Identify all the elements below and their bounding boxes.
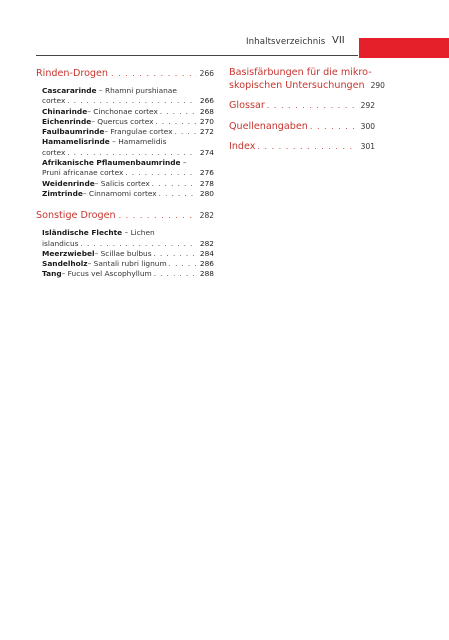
entry-line (42, 189, 214, 199)
section-title-row (229, 79, 385, 93)
entry-name: Hamamelisrinde (42, 137, 110, 147)
dot-leader (125, 168, 196, 178)
dot-leader (111, 67, 197, 80)
entry-line (42, 107, 214, 117)
entry-line (42, 158, 214, 168)
toc-entry (42, 127, 214, 137)
entry-latin-name: – Hamamelidis (109, 137, 167, 147)
section-title-row (229, 100, 375, 113)
toc-entry (42, 259, 214, 269)
dot-leader (154, 269, 196, 279)
section-title-row (229, 141, 375, 154)
entry-page-number: 270 (199, 116, 214, 126)
toc-section-heading (229, 141, 375, 154)
section-page-number: 292 (360, 101, 375, 110)
entry-line (42, 137, 214, 147)
entry-latin-name: – Quercus cortex (91, 116, 154, 126)
entry-latin-name: – Scillae bulbus (94, 248, 152, 258)
entry-latin-name: – (180, 158, 187, 168)
section-title: Rinden-Drogen (36, 68, 109, 79)
running-header-page-number: VII (332, 35, 345, 46)
toc-section-heading (36, 209, 214, 222)
dot-leader (81, 239, 196, 249)
entry-latin-name: cortex (42, 147, 66, 157)
dot-leader (154, 249, 196, 259)
entry-page-number: 276 (199, 168, 214, 178)
entry-line (42, 148, 214, 158)
entry-page-number: 278 (199, 178, 214, 188)
toc-left-column (36, 67, 214, 280)
section-title: Sonstige Drogen (36, 210, 116, 222)
entry-page-number: 268 (199, 106, 214, 116)
section-title: skopischen Untersuchungen (229, 79, 365, 91)
toc-entry (42, 179, 214, 189)
entry-page-number: 282 (199, 238, 214, 248)
entry-line (42, 96, 214, 106)
toc-section-heading (36, 67, 214, 80)
section-title: Glossar (229, 100, 265, 111)
toc-entry (42, 228, 214, 249)
entry-latin-name: – Fucus vel Ascophyllum (61, 269, 152, 279)
toc-section-heading (229, 100, 375, 113)
section-title: Basisfärbungen für die mikro- (229, 67, 372, 78)
entry-page-number: 280 (199, 188, 214, 198)
toc-entry (42, 189, 214, 199)
entry-name: Zimtrinde (42, 188, 83, 198)
entry-latin-name: – Rhamni purshianae (96, 86, 177, 95)
section-title-row (229, 121, 375, 134)
entry-name: Afrikanische Pflaumenbaumrinde (42, 158, 181, 168)
dot-leader (175, 127, 196, 137)
toc-entry (42, 269, 214, 279)
entry-latin-name: – Cinnamomi cortex (82, 188, 157, 198)
section-page-number: 290 (370, 80, 385, 90)
entry-line (42, 117, 214, 127)
entry-name: Weidenrinde (42, 178, 95, 188)
entry-line (42, 249, 214, 259)
entry-page-number: 274 (199, 147, 214, 157)
entry-page-number: 286 (199, 259, 214, 269)
section-page-number: 300 (360, 121, 375, 131)
section-title: Index (229, 141, 256, 152)
header-rule (36, 55, 358, 56)
entry-page-number: 284 (199, 248, 214, 258)
dot-leader (169, 259, 196, 269)
running-header-title: Inhaltsverzeichnis (246, 37, 326, 47)
entry-page-number: 266 (199, 96, 214, 106)
entry-line (42, 86, 214, 96)
entry-latin-name: cortex (42, 96, 66, 106)
entry-name: Meerzwiebel (42, 248, 95, 258)
toc-entry (42, 137, 214, 158)
entry-line (42, 179, 214, 189)
toc-entry (42, 86, 214, 107)
toc-right-column (229, 67, 385, 154)
dot-leader (152, 179, 196, 189)
spacer (229, 92, 375, 100)
entry-name: Chinarinde (42, 106, 88, 116)
toc-entry-list (42, 86, 214, 199)
entry-line (42, 259, 214, 269)
toc-entry (42, 249, 214, 259)
entry-latin-name: – Frangulae cortex (104, 127, 173, 137)
toc-entry (42, 117, 214, 127)
entry-line (42, 127, 214, 137)
entry-line (42, 168, 214, 178)
dot-leader (310, 121, 357, 134)
entry-name: Cascararinde (42, 86, 97, 95)
dot-leader (119, 209, 197, 222)
entry-name: Eichenrinde (42, 116, 92, 126)
toc-section-heading (229, 121, 375, 134)
section-page-number: 282 (199, 211, 214, 221)
entry-line (42, 269, 214, 279)
dot-leader (67, 96, 196, 106)
entry-latin-name: – Santali rubri lignum (87, 259, 167, 269)
dot-leader (67, 148, 196, 158)
entry-page-number: 272 (199, 127, 214, 137)
entry-latin-name: islandicus (42, 238, 79, 248)
entry-page-number: 288 (199, 269, 214, 279)
dot-leader (159, 189, 196, 199)
dot-leader (155, 117, 195, 127)
dot-leader (267, 100, 357, 113)
toc-entry (42, 158, 214, 179)
entry-name: Sandelholz (42, 259, 88, 269)
dot-leader (257, 141, 356, 154)
section-page-number: 266 (199, 69, 214, 78)
entry-name: Tang (42, 269, 62, 279)
spacer (229, 113, 375, 121)
spacer (229, 133, 375, 141)
entry-latin-name: – Salicis cortex (94, 178, 150, 188)
section-page-number: 301 (360, 142, 375, 151)
toc-entry (42, 107, 214, 117)
entry-name: Isländische Flechte (42, 228, 123, 238)
entry-latin-name: – Lichen (122, 228, 155, 238)
dot-leader (160, 107, 196, 117)
entry-line (42, 239, 214, 249)
section-title: Quellenangaben (229, 120, 308, 132)
chapter-color-tab (359, 38, 449, 58)
entry-latin-name: – Cinchonae cortex (87, 106, 158, 116)
toc-section-heading (229, 67, 385, 92)
entry-line (42, 228, 214, 238)
entry-latin-name: Pruni africanae cortex (42, 168, 124, 178)
entry-name: Faulbaumrinde (42, 127, 105, 137)
toc-entry-list (42, 228, 214, 279)
